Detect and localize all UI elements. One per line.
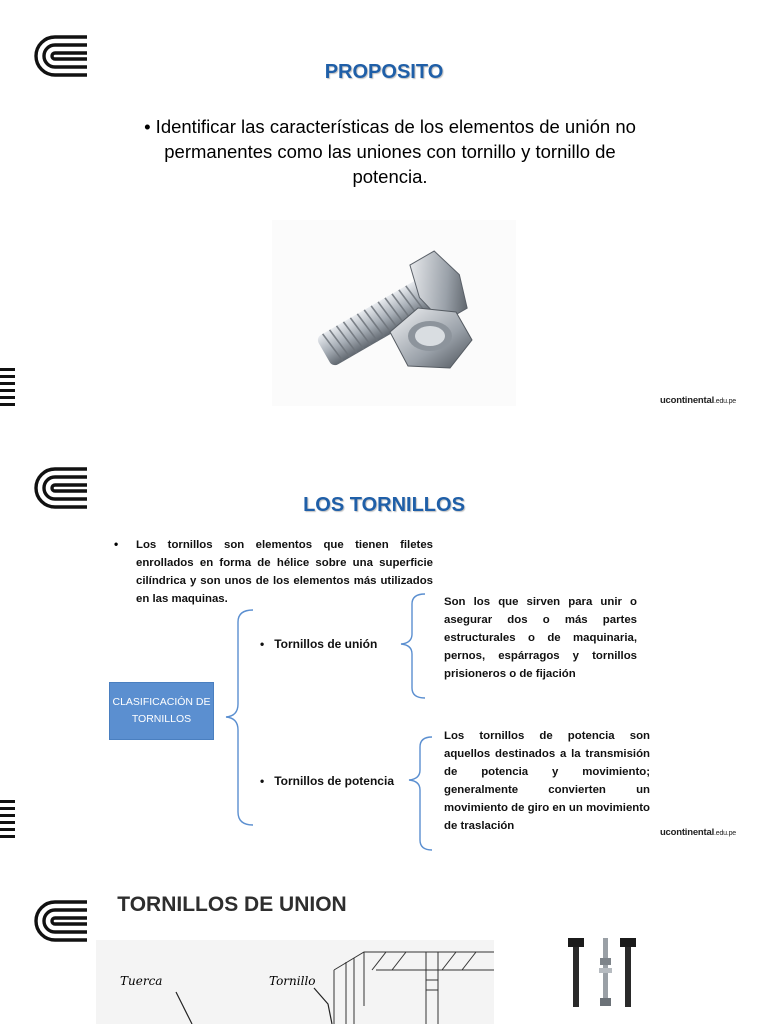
list-item: • Tornillos de unión <box>260 637 378 651</box>
brand-footer: ucontinental.edu.pe <box>659 395 736 406</box>
slide-tornillos-de-union <box>0 866 768 1024</box>
union-description: Son los que sirven para unir o asegurar dos o más partes estructurales o de maquinaria, pernos, espárragos y tornillos prisioneros o de fijación <box>444 596 637 680</box>
brand-footer: ucontinental.edu.pe <box>659 827 736 838</box>
slide-title: PROPOSITO <box>324 61 444 83</box>
bolts-photo <box>566 938 646 1008</box>
slide-title: LOS TORNILLOS <box>303 494 465 516</box>
side-bars-icon <box>0 798 16 838</box>
connector-braces <box>0 432 768 862</box>
side-bars-icon <box>0 366 16 406</box>
bullet: • <box>114 537 119 551</box>
nut-label: Tuerca <box>120 974 163 988</box>
classification-box: CLASIFICACIÓN DE TORNILLOS <box>109 682 214 740</box>
bolt-label: Tornillo <box>269 974 316 988</box>
list-item: • Tornillos de potencia <box>260 774 394 788</box>
intro-paragraph: Los tornillos son elementos que tienen filetes enrollados en forma de hélice sobre una superficie cilíndrica y son unos de los elementos más utilizados en las maquinas. <box>136 539 433 605</box>
slide-title: TORNILLOS DE UNION <box>117 893 347 916</box>
slide-proposito <box>0 0 768 430</box>
power-description: Los tornillos de potencia son aquellos destinados a la transmisión de potencia y movimiento; generalmente convierten un movimiento de giro en un movimiento de traslación <box>444 730 650 832</box>
objective-text: • Identificar las características de los elementos de unión no permanentes como las uniones con tornillo y tornillo de potencia. <box>144 116 636 187</box>
bolt-nut-photo <box>272 220 516 406</box>
slide-los-tornillos <box>0 432 768 862</box>
